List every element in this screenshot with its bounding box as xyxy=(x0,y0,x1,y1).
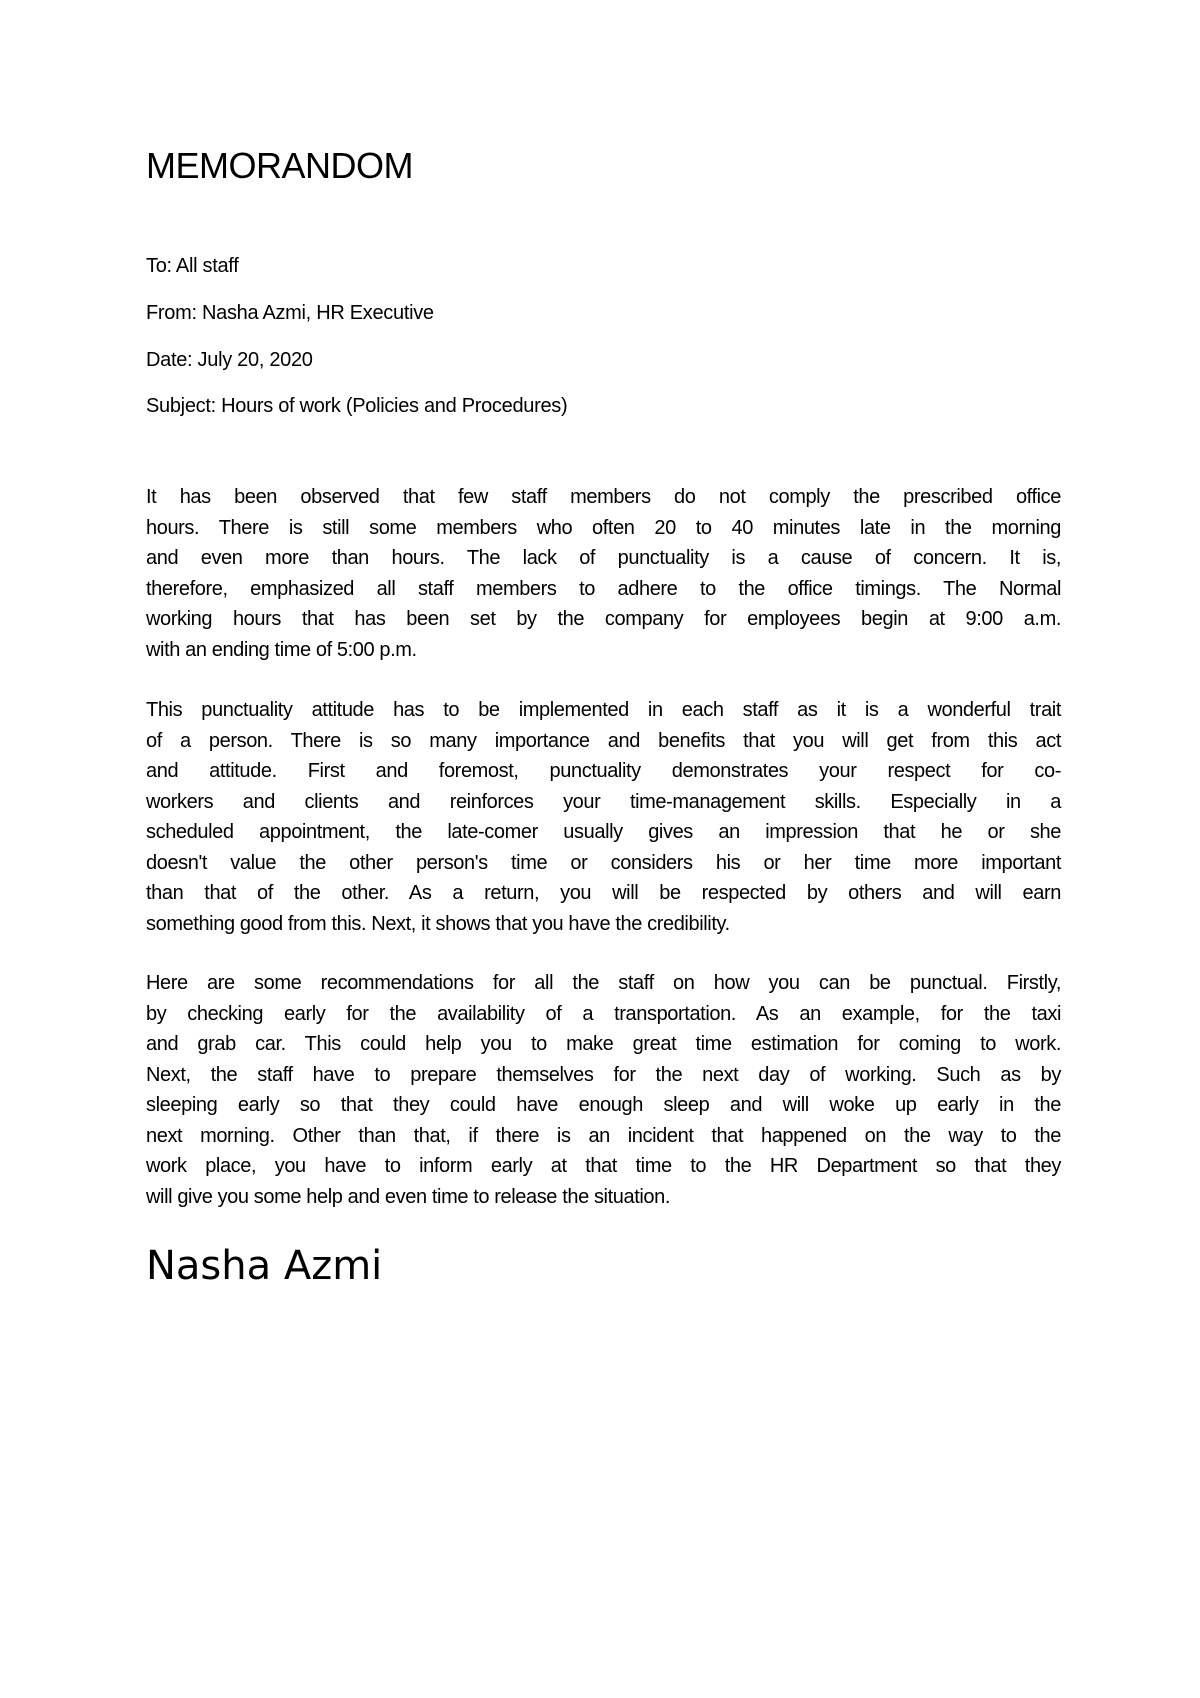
paragraph-line: with an ending time of 5:00 p.m. xyxy=(146,638,417,661)
paragraph-line: working hours that has been set by the company for employees begin at 9:00 a.m. xyxy=(146,608,1061,630)
memo-subject: Subject: Hours of work (Policies and Procedures) xyxy=(146,395,568,417)
paragraph-line: of a person. There is so many importance and benefits that you will get from this act xyxy=(146,729,1061,752)
paragraph-line: next morning. Other than that, if there is an incident that happened on the way to the xyxy=(146,1124,1061,1147)
paragraph-line: doesn't value the other person's time or considers his or her time more important xyxy=(146,851,1061,874)
paragraph-line: therefore, emphasized all staff members to adhere to the office timings. The Normal xyxy=(146,577,1061,600)
paragraph-line: and even more than hours. The lack of punctuality is a cause of concern. It is, xyxy=(146,547,1061,569)
paragraph-line: and attitude. First and foremost, punctuality demonstrates your respect for co- xyxy=(146,760,1061,782)
paragraph-1 xyxy=(146,482,1061,665)
memo-from: From: Nasha Azmi, HR Executive xyxy=(146,302,434,324)
paragraph-line: by checking early for the availability of a transportation. As an example, for the taxi xyxy=(146,1002,1061,1025)
paragraph-2 xyxy=(146,695,1061,939)
paragraph-line: This punctuality attitude has to be implemented in each staff as it is a wonderful trait xyxy=(146,699,1061,721)
paragraph-line: and grab car. This could help you to make great time estimation for coming to work. xyxy=(146,1033,1061,1055)
paragraph-line: something good from this. Next, it shows that you have the credibility. xyxy=(146,912,730,935)
signature-name: Nasha Azmi xyxy=(146,1243,383,1289)
paragraph-line: sleeping early so that they could have enough sleep and will woke up early in the xyxy=(146,1094,1061,1116)
memo-title: MEMORANDOM xyxy=(146,145,413,186)
paragraph-line: than that of the other. As a return, you will be respected by others and will earn xyxy=(146,882,1061,904)
paragraph-line: scheduled appointment, the late-comer usually gives an impression that he or she xyxy=(146,821,1061,843)
paragraph-line: workers and clients and reinforces your time-management skills. Especially in a xyxy=(146,790,1061,813)
paragraph-line: will give you some help and even time to release the situation. xyxy=(146,1185,670,1208)
paragraph-line: hours. There is still some members who often 20 to 40 minutes late in the morning xyxy=(146,516,1061,539)
paragraph-line: Next, the staff have to prepare themselves for the next day of working. Such as by xyxy=(146,1063,1061,1086)
paragraph-line: It has been observed that few staff members do not comply the prescribed office xyxy=(146,486,1061,508)
paragraph-line: Here are some recommendations for all the staff on how you can be punctual. Firstly, xyxy=(146,972,1061,994)
paragraph-3 xyxy=(146,968,1061,1212)
memo-date: Date: July 20, 2020 xyxy=(146,349,313,371)
paragraph-line: work place, you have to inform early at that time to the HR Department so that they xyxy=(146,1155,1061,1177)
memo-to: To: All staff xyxy=(146,255,239,277)
